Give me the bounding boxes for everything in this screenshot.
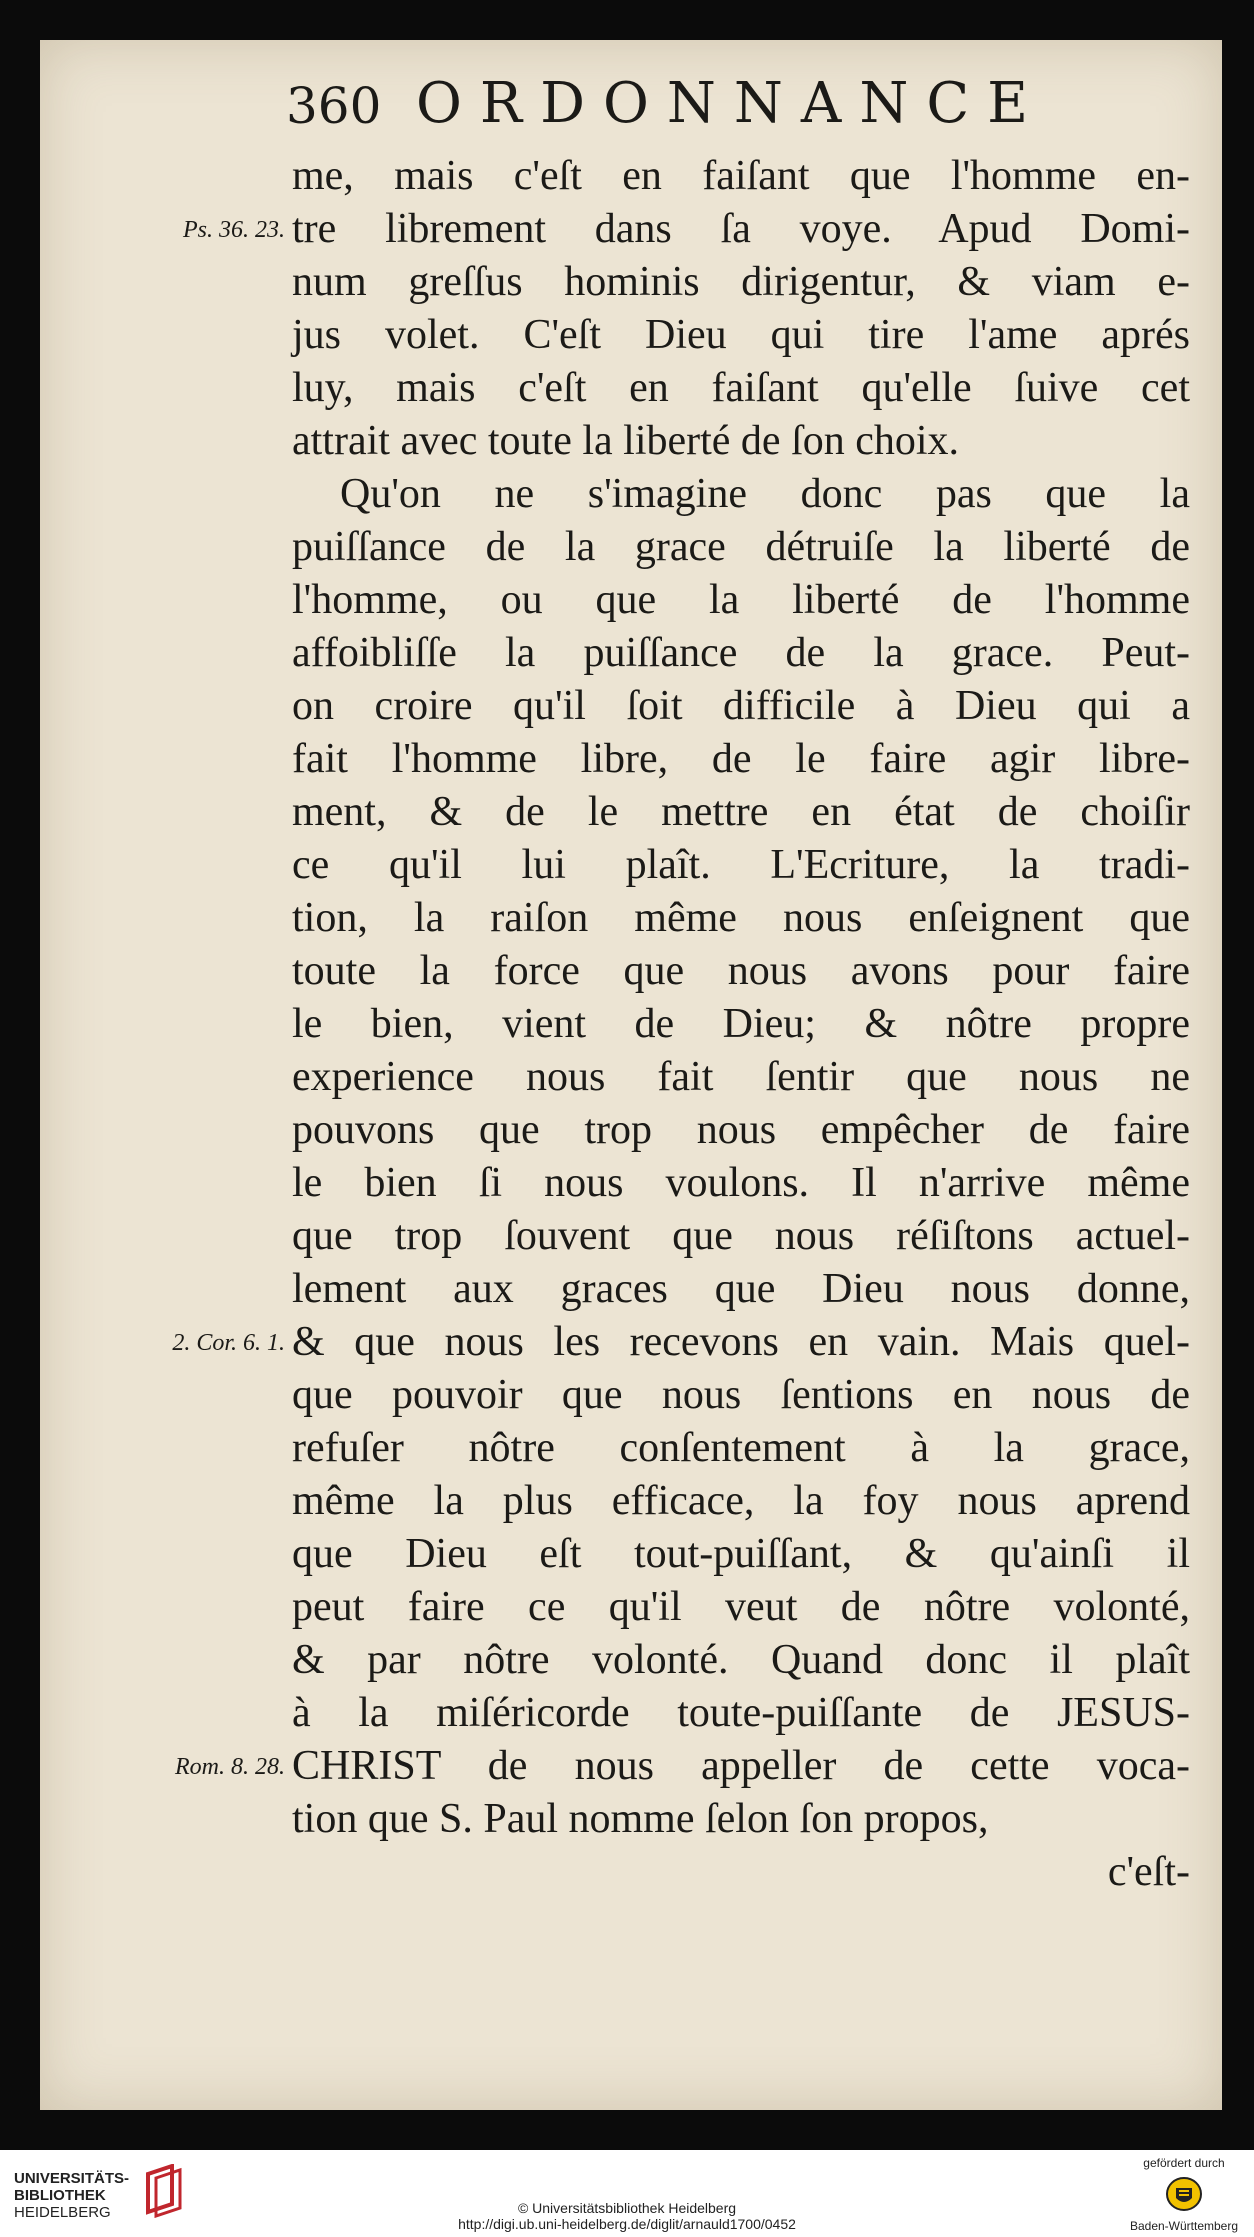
text-line: tion, la raiſon même nous enſeignent que	[292, 895, 1190, 941]
text-line: num greſſus hominis dirigentur, & viam e-	[292, 259, 1190, 305]
text-line: puiſſance de la grace détruiſe la liberté de	[292, 524, 1190, 570]
text-line: que Dieu eſt tout-puiſſant, & qu'ainſi il	[292, 1531, 1190, 1577]
text-line: affoibliſſe la puiſſance de la grace. Peut-	[292, 630, 1190, 676]
text-line: peut faire ce qu'il veut de nôtre volonté,	[292, 1584, 1190, 1630]
margin-reference: 2. Cor. 6. 1.	[172, 1330, 285, 1356]
text-line: même la plus efficace, la foy nous aprend	[292, 1478, 1190, 1524]
text-line: experience nous fait ſentir que nous ne	[292, 1054, 1190, 1100]
text-line: ment, & de le mettre en état de choiſir	[292, 789, 1190, 835]
sponsor-label: gefördert durch	[1143, 2156, 1225, 2170]
sponsor	[1124, 2156, 1244, 2233]
footer-bar	[0, 2150, 1254, 2237]
text-line: attrait avec toute la liberté de ſon choix.	[292, 418, 960, 464]
text-line: Qu'on ne s'imagine donc pas que la	[340, 471, 1190, 517]
text-line: le bien ſi nous voulons. Il n'arrive même	[292, 1160, 1190, 1206]
text-line: ce qu'il lui plaît. L'Ecriture, la tradi-	[292, 842, 1190, 888]
page-header	[286, 55, 1186, 155]
library-name-line2: BIBLIOTHEK	[14, 2187, 106, 2204]
text-line: & par nôtre volonté. Quand donc il plaît	[292, 1637, 1190, 1683]
sponsor-name: Baden-Württemberg	[1129, 2219, 1239, 2233]
margin-reference: Rom. 8. 28.	[175, 1754, 285, 1780]
text-line: & que nous les recevons en vain. Mais quel-	[292, 1319, 1190, 1365]
text-line: refuſer nôtre conſentement à la grace,	[292, 1425, 1190, 1471]
text-line: toute la force que nous avons pour faire	[292, 948, 1190, 994]
copyright-notice	[0, 2200, 1254, 2232]
text-line: à la miſéricorde toute-puiſſante de JESUS-	[292, 1690, 1190, 1736]
text-line: que pouvoir que nous ſentions en nous de	[292, 1372, 1190, 1418]
text-line: on croire qu'il ſoit difficile à Dieu qui a	[292, 683, 1190, 729]
text-line: fait l'homme libre, de le faire agir libre-	[292, 736, 1190, 782]
text-line: pouvons que trop nous empêcher de faire	[292, 1107, 1190, 1153]
library-name-line3: HEIDELBERG	[14, 2204, 111, 2221]
body-text	[292, 150, 1190, 1899]
state-seal-icon	[1164, 2174, 1204, 2214]
text-line: lement aux graces que Dieu nous donne,	[292, 1266, 1190, 1312]
text-line: que trop ſouvent que nous réſiſtons actuel-	[292, 1213, 1190, 1259]
text-line: tre librement dans ſa voye. Apud Domi-	[292, 206, 1190, 252]
text-line: tion que S. Paul nomme ſelon ſon propos,	[292, 1796, 989, 1842]
library-name-line1: UNIVERSITÄTS-	[14, 2170, 130, 2187]
copyright-text: © Universitätsbibliothek Heidelberg	[517, 2200, 737, 2216]
running-title: ORDONNANCE	[416, 71, 1047, 136]
text-line: l'homme, ou que la liberté de l'homme	[292, 577, 1190, 623]
margin-reference: Ps. 36. 23.	[183, 217, 285, 243]
text-line: jus volet. C'eſt Dieu qui tire l'ame aprés	[292, 312, 1190, 358]
text-line: c'eſt-	[1107, 1849, 1190, 1895]
permalink[interactable]: http://digi.ub.uni-heidelberg.de/diglit/arnauld1700/0452	[458, 2216, 796, 2232]
page-number: 360	[286, 77, 382, 135]
text-line: le bien, vient de Dieu; & nôtre propre	[292, 1001, 1190, 1047]
text-line: luy, mais c'eſt en faiſant qu'elle ſuive cet	[292, 365, 1190, 411]
text-line: CHRIST de nous appeller de cette voca-	[292, 1743, 1190, 1789]
text-line: me, mais c'eſt en faiſant que l'homme en-	[292, 153, 1190, 199]
